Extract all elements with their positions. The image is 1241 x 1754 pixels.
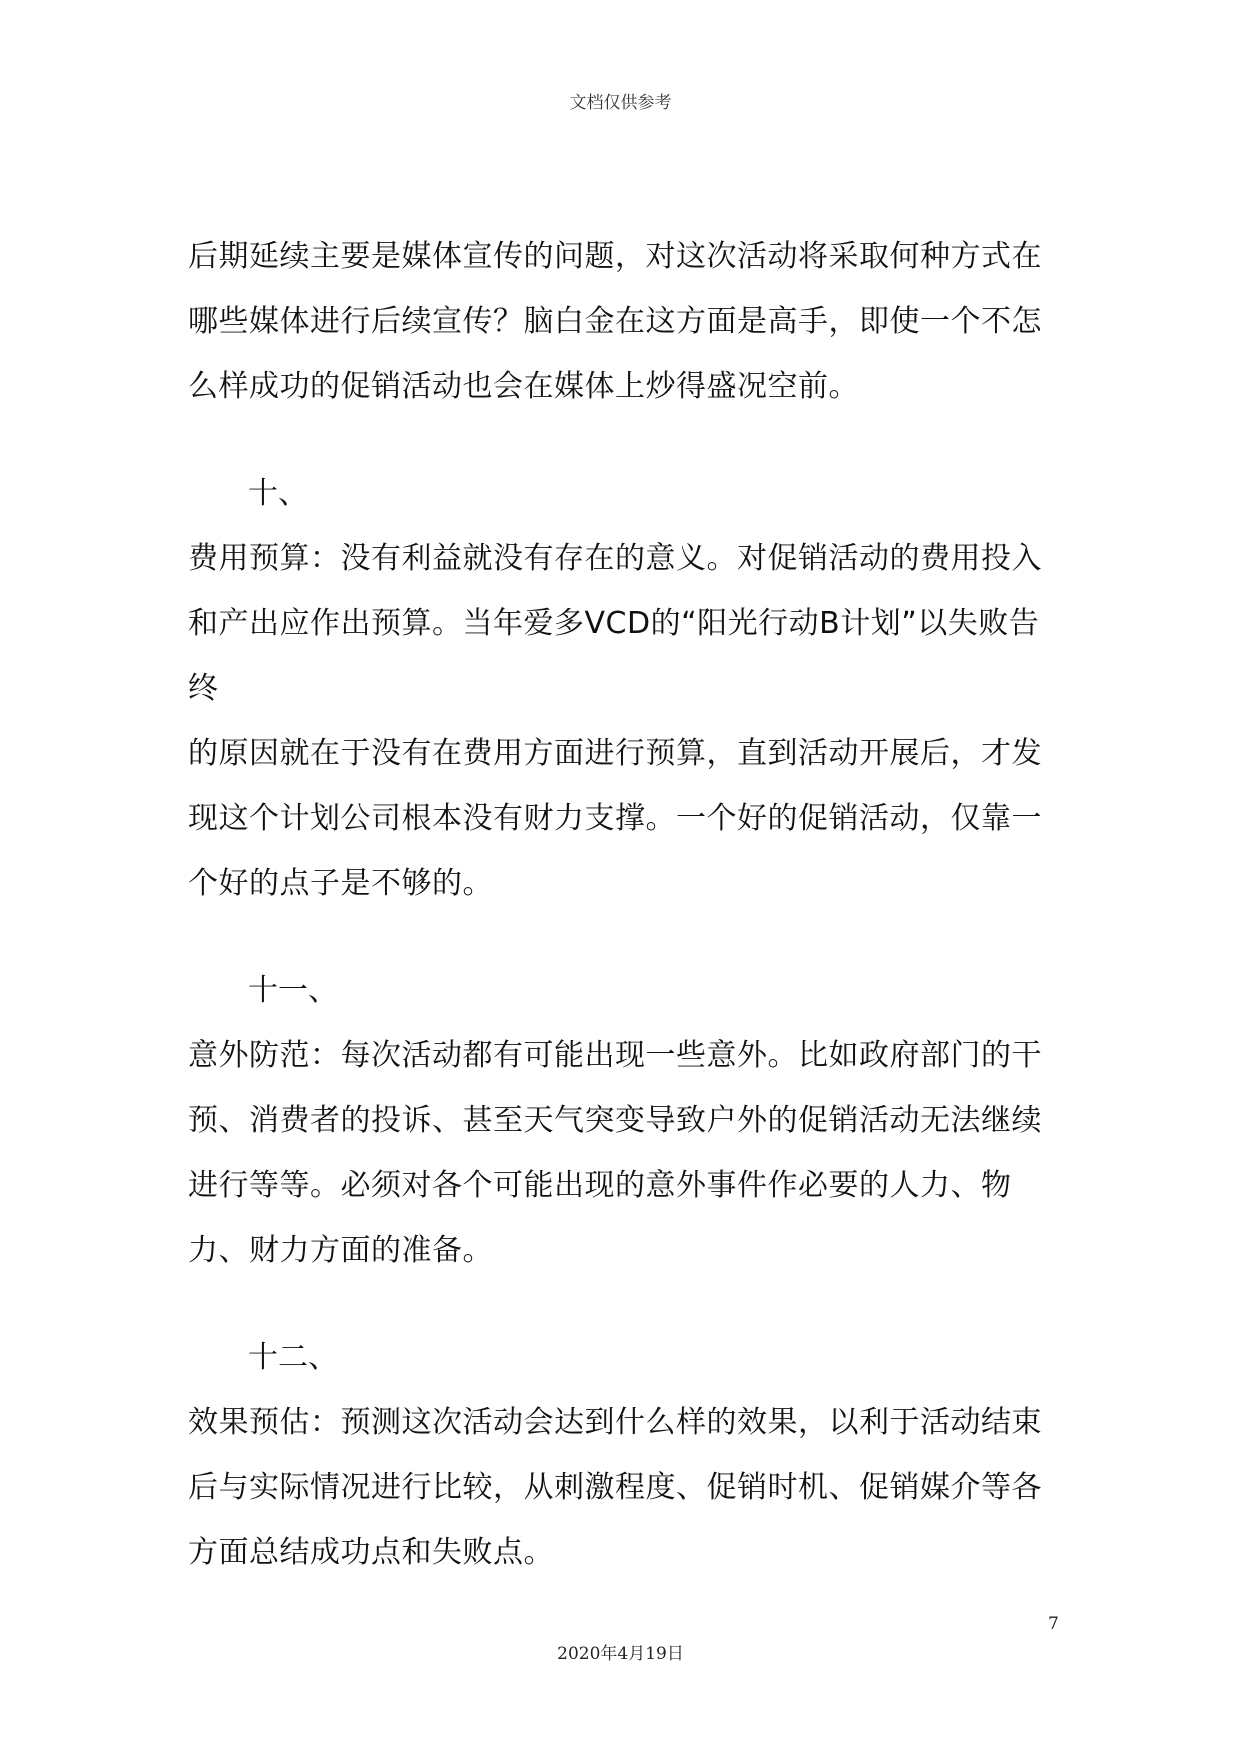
section-eleven bbox=[188, 958, 1060, 1283]
document-body bbox=[188, 224, 1060, 1585]
paragraph-line: 后与实际情况进行比较，从刺激程度、促销时机、促销媒介等各 bbox=[188, 1470, 1042, 1505]
section-ten bbox=[188, 461, 1060, 916]
page-number: 7 bbox=[1048, 1614, 1059, 1634]
paragraph-line: 个好的点子是不够的。 bbox=[188, 866, 493, 901]
section-media-followup bbox=[188, 224, 1060, 419]
paragraph-line: 效果预估：预测这次活动会达到什么样的效果，以利于活动结束 bbox=[188, 1405, 1042, 1440]
paragraph-line: 方面总结成功点和失败点。 bbox=[188, 1535, 554, 1570]
section-heading: 十、 bbox=[248, 476, 308, 511]
paragraph-line: 意外防范：每次活动都有可能出现一些意外。比如政府部门的干 bbox=[188, 1038, 1042, 1073]
paragraph-line: 进行等等。必须对各个可能出现的意外事件作必要的人力、物 bbox=[188, 1168, 1012, 1203]
section-heading: 十二、 bbox=[248, 1340, 338, 1375]
paragraph-line: 费用预算：没有利益就没有存在的意义。对促销活动的费用投入 bbox=[188, 541, 1042, 576]
section-heading: 十一、 bbox=[248, 973, 338, 1008]
paragraph-line: 现这个计划公司根本没有财力支撑。一个好的促销活动，仅靠一 bbox=[188, 801, 1042, 836]
paragraph-line: 哪些媒体进行后续宣传？脑白金在这方面是高手，即使一个不怎 bbox=[188, 304, 1042, 339]
paragraph-line: 力、财力方面的准备。 bbox=[188, 1233, 493, 1268]
paragraph-line: 后期延续主要是媒体宣传的问题，对这次活动将采取何种方式在 bbox=[188, 239, 1042, 274]
paragraph-line: 和产出应作出预算。当年爱多VCD的“阳光行动B计划”以失败告终 bbox=[188, 606, 1040, 706]
footer-date: 2020年4月19日 bbox=[557, 1644, 684, 1664]
section-twelve bbox=[188, 1325, 1060, 1585]
paragraph-line: 么样成功的促销活动也会在媒体上炒得盛况空前。 bbox=[188, 369, 859, 404]
paragraph-line: 预、消费者的投诉、甚至天气突变导致户外的促销活动无法继续 bbox=[188, 1103, 1042, 1138]
page-header: 文档仅供参考 bbox=[569, 93, 672, 113]
paragraph-line: 的原因就在于没有在费用方面进行预算，直到活动开展后，才发 bbox=[188, 736, 1042, 771]
